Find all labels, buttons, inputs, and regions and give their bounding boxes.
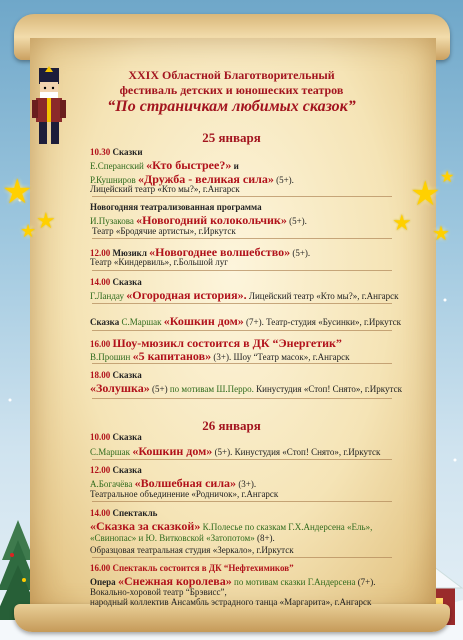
star-icon: ★ [36,208,56,233]
header-line-2: фестиваль детских и юношеских театров [119,83,344,97]
day2-event2-line: А.Богачёва «Волшебная сила» (3+). [90,476,257,490]
day1-date: 25 января [202,130,261,145]
day2-event3-header: 14.00 Спектакль [90,508,158,518]
divider [92,196,392,197]
divider [92,398,392,399]
star-icon: ★ [20,221,37,241]
day2-event4-header: 16.00 Спектакль состоится в ДК “Нефтехимиков” [90,563,294,573]
day1-event4-line: Г.Ландау «Огородная история». Лицейский театр «Кто мы?», г.Ангарск [90,288,399,302]
day1-event1-line2: Р.Кушниров «Дружба - великая сила» (5+). [90,172,294,186]
day1-event6-line: В.Прошин «5 капитанов» (3+). Шоу “Театр масок», г.Ангарск [90,349,350,363]
day2-event2-header: 12.00 Сказка [90,465,142,475]
day2-event1-header: 10.00 Сказка [90,432,142,442]
day2-event3-venue: Образцовая театральная студия «Зеркало», г.Иркутск [90,545,294,555]
day2-event3-line1: «Сказка за сказкой» К.Полесье по сказкам Г.Х.Андерсена «Ель», [90,519,373,533]
day2-date: 26 января [202,418,261,433]
star-icon: ★ [410,176,441,213]
day2-event4-venue1: Вокально-хоровой театр “Брэвисс”, [90,587,227,597]
day1-event2-venue: Театр «Бродячие артисты», г.Иркутск [92,226,236,236]
day1-event5-line: Сказка С.Маршак «Кошкин дом» (7+). Театр-студия «Бусинки», г.Иркутск [90,314,402,328]
day2-event3-line2: «Свинопас» и Ю. Витковской «Затопотом» (8+). [90,533,275,543]
day1-event1-venue: Лицейский театр «Кто мы?», г.Ангарск [90,184,240,194]
day1-event7-line: «Золушка» (5+) по мотивам Ш.Перро. Кинустудия «Стоп! Снято», г.Иркутск [90,381,402,395]
day1-event7-header: 18.00 Сказка [90,370,142,380]
day1-event3-venue: Театр «Киндервиль», г.Большой луг [90,257,228,267]
day2-event4-venue2: народный коллектив Ансамбль эстрадного танца «Маргарита», г.Ангарск [90,597,372,607]
star-icon: ★ [392,210,412,235]
festival-title: “По страничкам любимых сказок” [107,98,356,115]
star-icon: ★ [432,223,450,245]
divider [92,501,392,502]
day1-event2-title: Новогодняя театрализованная программа [90,202,262,212]
header-line-1: XXIX Областной Благотворительный [128,68,335,82]
day1-event4-header: 14.00 Сказка [90,277,142,287]
day2-event4-line: Опера «Снежная королева» по мотивам сказки Г.Андерсена (7+). [90,574,376,588]
star-icon: ★ [440,169,455,186]
day1-event1-header: 10.30 Сказки [90,147,143,157]
day1-event3-line: 12.00 Мюзикл «Новогоднее волшебство» (5+). [90,245,311,259]
day1-event1-line1: Е.Сперанский «Кто быстрее?» и [90,158,239,172]
divider [92,303,392,304]
day2-event2-venue: Театральное объединение «Родничок», г.Ангарск [90,489,279,499]
day2-event1-line: С.Маршак «Кошкин дом» (5+). Кинустудия «Стоп! Снято», г.Иркутск [90,444,381,458]
divider [92,330,392,331]
day1-event2-line: И.Пузакова «Новогодний колокольчик» (5+). [90,213,307,227]
divider [92,270,392,271]
star-icon: ★ [2,174,33,211]
divider [92,363,392,364]
divider [92,459,392,460]
divider [92,557,392,558]
divider [92,238,392,239]
day1-event6-header: 16.00 Шоу-мюзикл состоится в ДК “Энергетик” [90,336,342,350]
